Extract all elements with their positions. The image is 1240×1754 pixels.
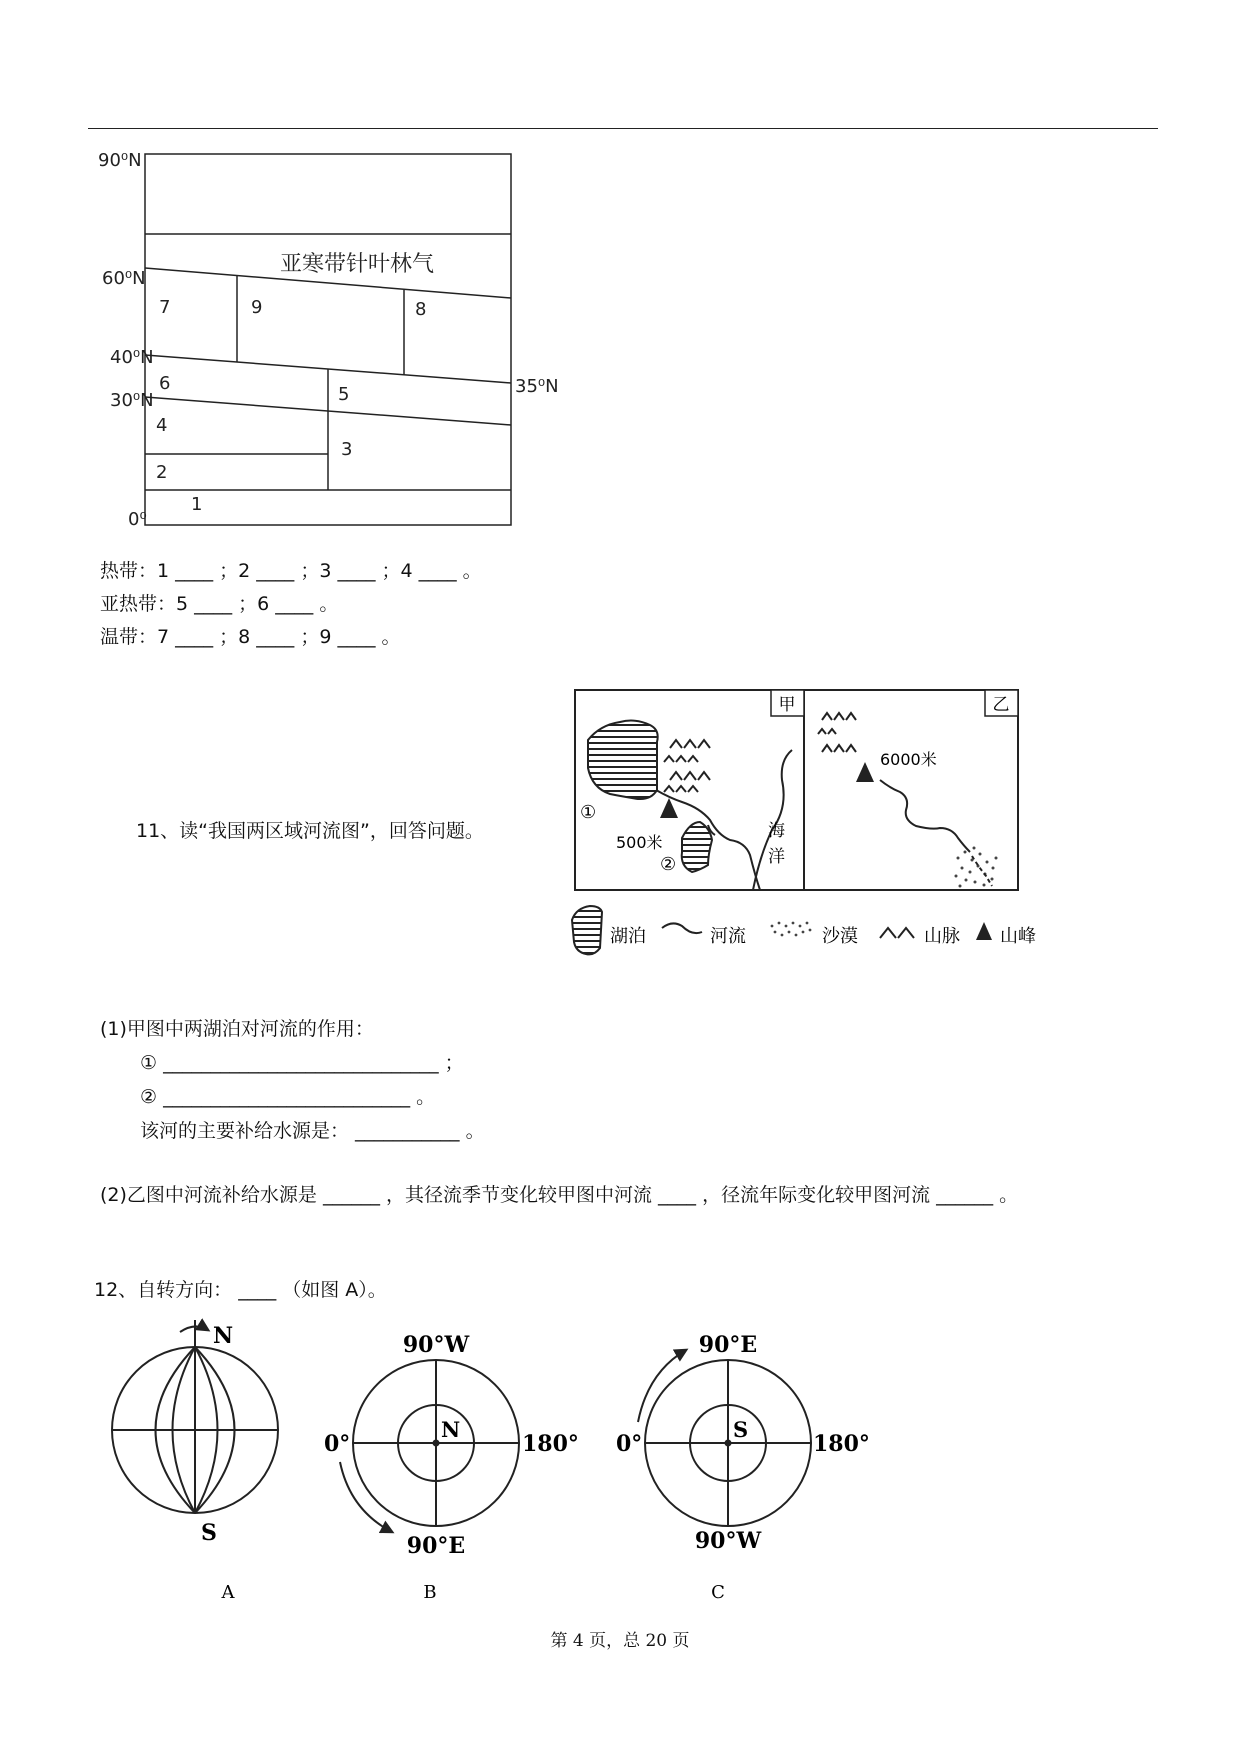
panel-jia-label: 甲 [778,695,796,715]
q11-part1-title: (1)甲图中两湖泊对河流的作用： [100,1018,374,1040]
lat-label-30: 30⁰N [110,390,154,411]
fig-c-caption: C [711,1582,725,1603]
q11-stem: 11、读“我国两区域河流图”，回答问题。 [136,820,484,842]
page-footer: 第 4 页，总 20 页 [550,1631,690,1651]
desert-yi [955,847,998,888]
region-5: 5 [338,384,350,405]
fig-b-center: N [441,1417,461,1442]
region-2: 2 [156,462,168,483]
legend-river-icon [662,923,702,933]
lat-label-35: 35⁰N [515,376,559,397]
ocean-label-2: 洋 [768,847,785,867]
fig-c-bottom: 90°W [694,1528,762,1554]
zone-label-subarctic: 亚寒带针叶林气 [280,252,435,277]
q11-part1-answer-1: ① _____________________________ ； [140,1052,464,1074]
river-yi [880,780,970,852]
q11-part2: (2)乙图中河流补给水源是 ______ ，其径流季节变化较甲图中河流 ____ ，径流年际变化较甲图河流 ______ 。 [100,1184,1019,1206]
lat-label-90: 90⁰N [98,150,142,171]
figure-b-globe [340,1360,519,1532]
lat-label-40: 40⁰N [110,347,154,368]
region-8: 8 [415,299,427,320]
region-1: 1 [191,494,203,515]
q10-tropical-line: 热带：1 ____ ；2 ____ ；3 ____ ；4 ____ 。 [100,560,482,582]
q10-temperate-line: 温带：7 ____ ；8 ____ ；9 ____ 。 [100,626,401,648]
legend-peak-label: 山峰 [1000,926,1036,947]
lat-label-60: 60⁰N [102,268,146,289]
q11-part1-answer-2: ② __________________________ 。 [140,1086,436,1108]
legend-lake-icon [572,906,602,954]
fig-c-top: 90°E [698,1332,758,1358]
legend-desert-label: 沙漠 [822,926,858,947]
fig-a-south: S [201,1520,217,1546]
legend-river-label: 河流 [710,926,746,947]
legend-mountain-icon [880,928,914,938]
fig-b-top: 90°W [402,1332,470,1358]
climate-zone-diagram [0,0,620,560]
legend-lake-label: 湖泊 [610,926,646,947]
figure-c-globe [638,1350,811,1526]
lat-label-0: 0⁰ [128,509,147,530]
region-7: 7 [159,297,171,318]
fig-a-north: N [213,1323,234,1349]
fig-b-caption: B [423,1582,437,1603]
fig-c-left: 0° [616,1431,643,1457]
legend-desert-icon [771,922,812,937]
q11-part1-answer-3: 该河的主要补给水源是： ___________ 。 [140,1120,485,1142]
lake-2-label: ② [660,854,677,875]
region-3: 3 [341,439,353,460]
q10-subtropical-line: 亚热带：5 ____ ；6 ____ 。 [100,593,339,615]
fig-a-caption: A [221,1582,235,1603]
lake-1 [588,721,658,799]
river-map [560,680,1100,980]
rotation-figures [0,1300,940,1620]
fig-b-left: 0° [324,1431,351,1457]
fig-c-center: S [733,1417,749,1442]
peak-6000-icon [856,762,874,782]
lake-2 [682,822,712,872]
panel-yi-label: 乙 [992,695,1010,715]
legend-peak-icon [976,922,992,940]
fig-c-right: 180° [813,1431,870,1457]
figure-a-globe [112,1320,278,1513]
legend-mountain-label: 山脉 [924,926,960,947]
lake-1-label: ① [580,802,597,823]
fig-b-right: 180° [522,1431,579,1457]
coastline [753,750,792,890]
elev-6000: 6000米 [880,750,937,769]
ocean-label-1: 海 [768,821,785,841]
peak-500-icon [660,798,678,818]
svg-text:500米: 500米 [616,833,663,852]
region-4: 4 [156,415,168,436]
fig-b-bottom: 90°E [406,1533,466,1559]
q12-stem: 12、自转方向： ____ （如图 A）。 [94,1279,387,1301]
region-9: 9 [251,297,263,318]
region-6: 6 [159,373,171,394]
